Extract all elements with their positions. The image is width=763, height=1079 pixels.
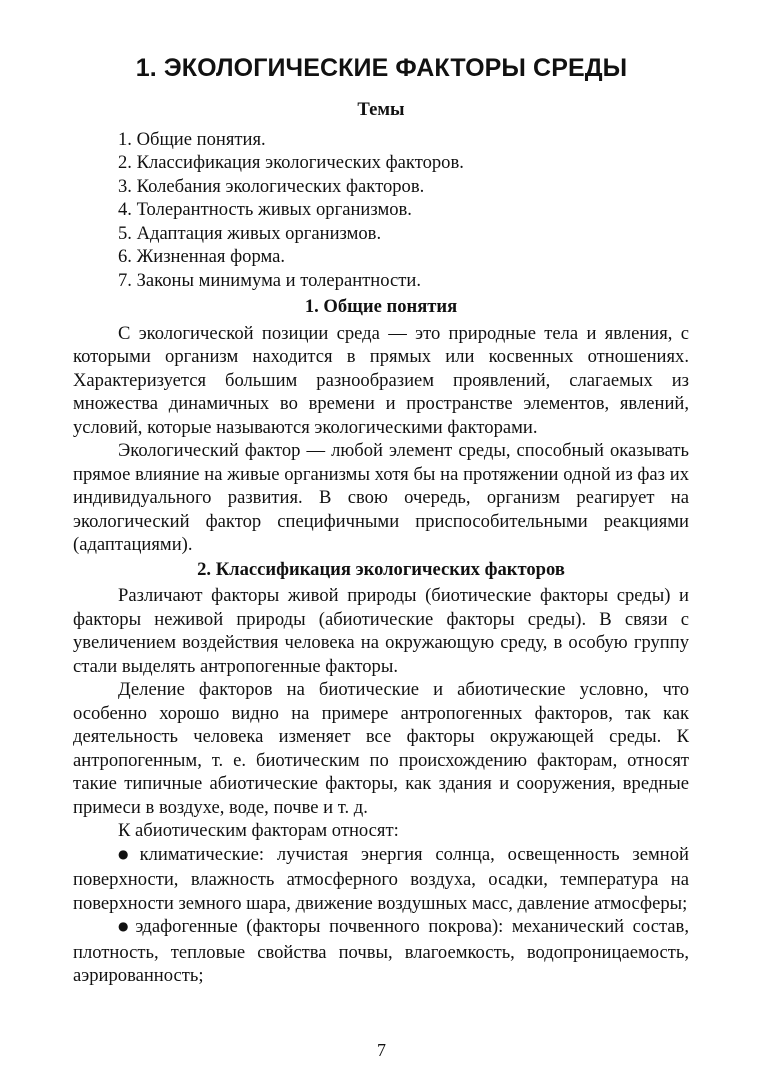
topic-item: 3. Колебания экологических факторов. — [118, 175, 425, 197]
paragraph: К абиотическим факторам относят: — [118, 820, 399, 841]
section-heading-classification: 2. Классификация экологических факторов — [197, 558, 565, 580]
topic-item: 5. Адаптация живых организмов. — [118, 222, 382, 244]
page-number: 7 — [377, 1040, 386, 1060]
chapter-title: 1. ЭКОЛОГИЧЕСКИЕ ФАКТОРЫ СРЕДЫ — [135, 54, 628, 82]
paragraph: С экологической позиции среда — это природные тела и явления, с которыми организм находится в прямых или косвенных отношениях. Характеризуется большим разнообразием проявлений, слагаемых из множества динамичных во времени и пространстве элементов, явлений, условий, которые называются экологическими факторами. — [73, 322, 689, 438]
topic-item: 1. Общие понятия. — [118, 128, 266, 150]
bullet-item — [73, 915, 689, 988]
topics-heading: Темы — [357, 99, 405, 120]
paragraph: Различают факторы живой природы (биотические факторы среды) и факторы неживой природы (абиотические факторы среды). В связи с увеличением воздействия человека на окружающую среду, в особую группу стали выделять антропогенные факторы. — [73, 585, 689, 677]
topic-item: 6. Жизненная форма. — [118, 246, 286, 267]
bullet-text: эдафогенные (факторы почвенного покрова): механический состав, плотность, тепловые свойства почвы, влагоемкость, водопроницаемость, аэрированность; — [73, 916, 689, 986]
bullet-text: климатические: лучистая энергия солнца, освещенность земной поверхности, влажность атмосферного воздуха, осадки, температура на поверхности земного шара, движение воздушных масс, давление атмосферы; — [73, 843, 689, 914]
topic-item: 4. Толерантность живых организмов. — [118, 199, 412, 220]
bullet-icon: ● — [118, 846, 137, 861]
section-heading-general-concepts: 1. Общие понятия — [304, 296, 458, 317]
page-body — [73, 98, 689, 988]
paragraph: Экологический фактор — любой элемент среды, способный оказывать прямое влияние на живые организмы хотя бы на протяжении одной из фаз их индивидуального развития. В свою очередь, организм реагирует на экологический фактор специфичными приспособительными реакциями (адаптациями). — [73, 440, 689, 555]
topic-item: 2. Классификация экологических факторов. — [118, 152, 464, 173]
topic-item: 7. Законы минимума и толерантности. — [118, 269, 421, 291]
bullet-icon: ● — [118, 919, 133, 933]
paragraph: Деление факторов на биотические и абиотические условно, что особенно хорошо видно на примере антропогенных факторов, так как деятельность человека изменяет все факторы окружающей среды. К антропогенным, т. е. биотическим по происхождению факторам, относят такие типичные абиотические факторы, как здания и сооружения, вредные примеси в воздухе, воде, почве и т. д. — [73, 679, 689, 818]
topics-list — [73, 128, 689, 293]
bullet-item — [73, 843, 689, 916]
